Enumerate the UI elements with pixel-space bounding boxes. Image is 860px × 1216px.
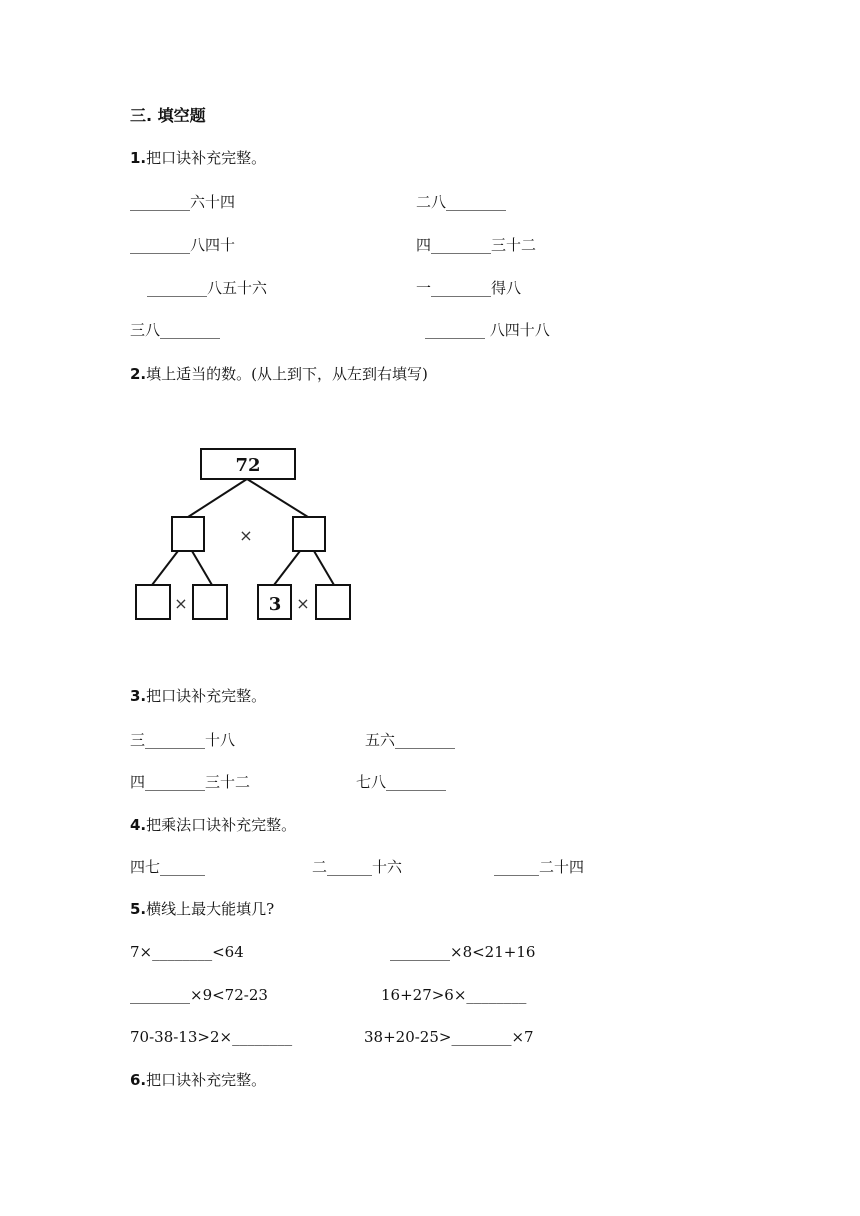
question-5-title: [130, 899, 274, 919]
question-6-prompt: 把口诀补充完整。: [146, 1071, 267, 1089]
question-5-number: 5.: [130, 900, 147, 918]
q1-item-2[interactable]: 二八________: [416, 193, 507, 211]
q1-item-6[interactable]: 一________得八: [416, 279, 522, 297]
tree-branch-right-right: [314, 551, 334, 585]
tree-leaf-1-box: [136, 585, 170, 619]
q1-item-1[interactable]: ________六十四: [130, 193, 236, 211]
section-title: 三. 填空题: [130, 106, 206, 125]
q4-item-2[interactable]: 二______十六: [312, 858, 403, 876]
question-6-number: 6.: [130, 1071, 147, 1089]
q4-item-3[interactable]: ______二十四: [494, 858, 585, 876]
tree-multiply-sign-mid: ×: [239, 526, 253, 545]
question-5-prompt: 横线上最大能填几?: [146, 900, 275, 918]
q3-item-3[interactable]: 四________三十二: [130, 773, 251, 791]
tree-given-value: 3: [268, 594, 282, 615]
question-4-number: 4.: [130, 816, 147, 834]
tree-branch-right-left: [274, 551, 300, 585]
q1-item-7[interactable]: 三八________: [130, 321, 221, 339]
question-1-prompt: 把口诀补充完整。: [146, 149, 267, 167]
q3-item-1[interactable]: 三________十八: [130, 731, 236, 749]
question-3-title: [130, 686, 266, 706]
q5-item-4[interactable]: 16+27>6×________: [381, 986, 527, 1004]
q3-item-4[interactable]: 七八________: [356, 773, 447, 791]
q1-item-4[interactable]: 四________三十二: [416, 236, 537, 254]
tree-branch-root-left: [188, 479, 247, 517]
q5-item-1[interactable]: 7×________<64: [130, 943, 244, 961]
tree-mid-right-box: [293, 517, 325, 551]
question-3-number: 3.: [130, 687, 147, 705]
q4-item-1[interactable]: 四七______: [130, 858, 206, 876]
tree-leaf-4-box: [316, 585, 350, 619]
question-2-prompt: 填上适当的数。(从上到下，从左到右填写): [146, 365, 428, 383]
tree-multiply-sign-left: ×: [174, 594, 188, 613]
question-4-prompt: 把乘法口诀补充完整。: [146, 816, 297, 834]
tree-branch-left-right: [192, 551, 212, 585]
q5-item-6[interactable]: 38+20-25>________×7: [364, 1028, 534, 1046]
tree-leaf-2-box: [193, 585, 227, 619]
question-3-prompt: 把口诀补充完整。: [146, 687, 267, 705]
q1-item-5[interactable]: ________八五十六: [147, 279, 268, 297]
tree-multiply-sign-right: ×: [296, 594, 310, 613]
question-1-title: [130, 148, 266, 168]
question-4-title: [130, 815, 296, 835]
factor-tree-diagram: [130, 445, 352, 625]
tree-mid-left-box: [172, 517, 204, 551]
question-2-title: [130, 364, 428, 384]
tree-branch-left-left: [152, 551, 178, 585]
tree-branch-root-right: [247, 479, 308, 517]
q3-item-2[interactable]: 五六________: [365, 731, 456, 749]
tree-root-value: 72: [235, 455, 261, 476]
question-2-number: 2.: [130, 365, 147, 383]
q5-item-2[interactable]: ________×8<21+16: [390, 943, 536, 961]
q5-item-3[interactable]: ________×9<72-23: [130, 986, 268, 1004]
q1-item-3[interactable]: ________八四十: [130, 236, 236, 254]
question-6-title: [130, 1070, 266, 1090]
question-1-number: 1.: [130, 149, 147, 167]
q1-item-8[interactable]: ________ 八四十八: [425, 321, 550, 339]
q5-item-5[interactable]: 70-38-13>2×________: [130, 1028, 293, 1046]
